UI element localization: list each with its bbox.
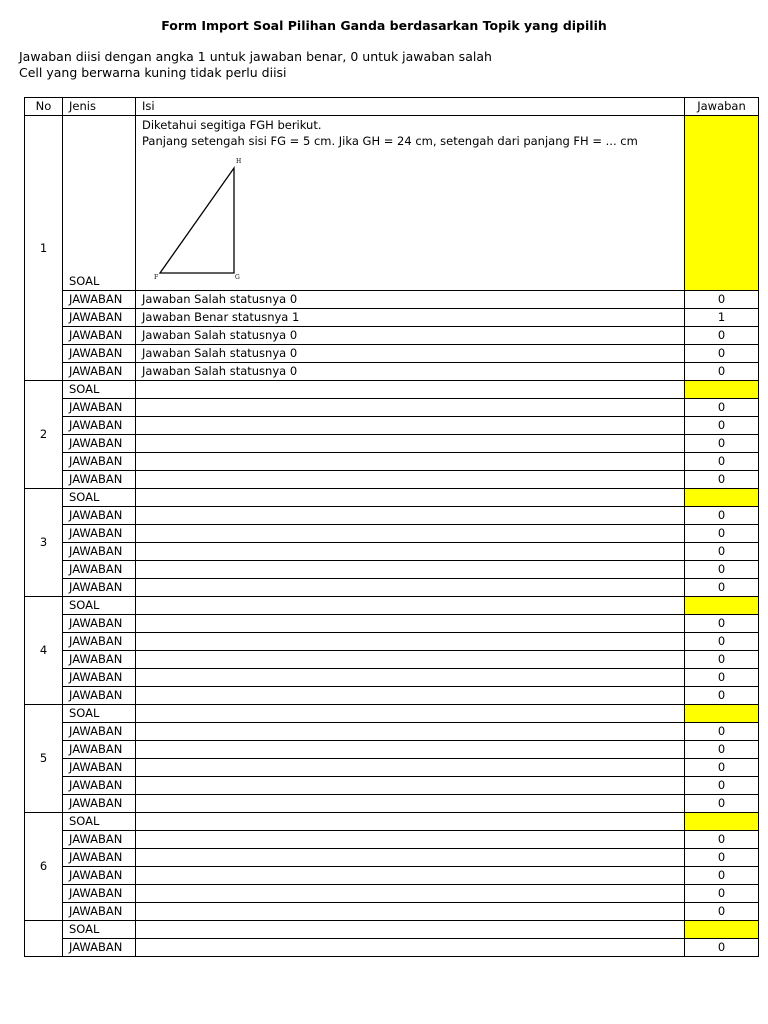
answer-status-value[interactable]: 0: [685, 633, 759, 651]
question-number: 1: [25, 116, 63, 381]
answer-row: [25, 777, 759, 795]
type-cell-jawaban: JAWABAN: [63, 345, 136, 363]
answer-row: [25, 363, 759, 381]
type-cell-jawaban: JAWABAN: [63, 327, 136, 345]
answer-key-cell-disabled: [685, 921, 759, 939]
type-cell-jawaban: JAWABAN: [63, 849, 136, 867]
answer-key-cell-disabled: [685, 813, 759, 831]
question-number: 4: [25, 597, 63, 705]
type-cell-jawaban: JAWABAN: [63, 453, 136, 471]
answer-row: [25, 543, 759, 561]
question-content-cell[interactable]: [136, 381, 685, 399]
answer-key-cell-disabled: [685, 705, 759, 723]
answer-option-text[interactable]: [136, 669, 685, 687]
type-cell-jawaban: JAWABAN: [63, 903, 136, 921]
question-import-table: [24, 97, 759, 957]
table-header-row: [25, 98, 759, 116]
answer-status-value[interactable]: 0: [685, 363, 759, 381]
question-number: 5: [25, 705, 63, 813]
answer-option-text[interactable]: [136, 939, 685, 957]
answer-option-text[interactable]: [136, 795, 685, 813]
answer-row: [25, 651, 759, 669]
type-cell-soal: SOAL: [63, 381, 136, 399]
answer-option-text[interactable]: [136, 651, 685, 669]
answer-row: [25, 867, 759, 885]
answer-option-text[interactable]: [136, 723, 685, 741]
answer-option-text[interactable]: Jawaban Salah statusnya 0: [136, 291, 685, 309]
answer-option-text[interactable]: [136, 903, 685, 921]
triangle-fgh-figure: [148, 155, 268, 290]
answer-row: [25, 723, 759, 741]
type-cell-jawaban: JAWABAN: [63, 435, 136, 453]
answer-row: [25, 399, 759, 417]
question-content-cell[interactable]: [136, 813, 685, 831]
triangle-outline: [160, 168, 234, 273]
type-cell-jawaban: JAWABAN: [63, 399, 136, 417]
answer-option-text[interactable]: [136, 615, 685, 633]
answer-status-value[interactable]: 0: [685, 687, 759, 705]
vertex-label-g: G: [235, 274, 240, 281]
answer-row: [25, 417, 759, 435]
type-cell-jawaban: JAWABAN: [63, 363, 136, 381]
type-cell-soal: SOAL: [63, 921, 136, 939]
answer-option-text[interactable]: [136, 507, 685, 525]
answer-row: [25, 687, 759, 705]
answer-option-text[interactable]: [136, 543, 685, 561]
answer-row: [25, 903, 759, 921]
question-row: [25, 813, 759, 831]
answer-option-text[interactable]: [136, 831, 685, 849]
question-content-cell[interactable]: [136, 705, 685, 723]
answer-row: [25, 309, 759, 327]
answer-option-text[interactable]: [136, 417, 685, 435]
type-cell-jawaban: JAWABAN: [63, 687, 136, 705]
answer-status-value[interactable]: 1: [685, 309, 759, 327]
answer-key-cell-disabled: [685, 381, 759, 399]
answer-option-text[interactable]: [136, 741, 685, 759]
answer-status-value[interactable]: 0: [685, 399, 759, 417]
answer-option-text[interactable]: [136, 579, 685, 597]
answer-option-text[interactable]: Jawaban Salah statusnya 0: [136, 327, 685, 345]
answer-status-value[interactable]: 0: [685, 849, 759, 867]
answer-row: [25, 435, 759, 453]
type-cell-jawaban: JAWABAN: [63, 633, 136, 651]
answer-status-value[interactable]: 0: [685, 741, 759, 759]
type-cell-jawaban: JAWABAN: [63, 651, 136, 669]
answer-status-value[interactable]: 0: [685, 939, 759, 957]
answer-option-text[interactable]: [136, 561, 685, 579]
answer-status-value[interactable]: 0: [685, 435, 759, 453]
type-cell-soal: SOAL: [63, 116, 136, 291]
answer-option-text[interactable]: [136, 453, 685, 471]
instruction-line-1: Jawaban diisi dengan angka 1 untuk jawaban benar, 0 untuk jawaban salah: [19, 49, 492, 64]
type-cell-jawaban: JAWABAN: [63, 543, 136, 561]
question-content-cell[interactable]: [136, 597, 685, 615]
type-cell-jawaban: JAWABAN: [63, 471, 136, 489]
answer-row: [25, 831, 759, 849]
answer-option-text[interactable]: [136, 885, 685, 903]
answer-option-text[interactable]: [136, 633, 685, 651]
type-cell-jawaban: JAWABAN: [63, 525, 136, 543]
type-cell-soal: SOAL: [63, 597, 136, 615]
answer-status-value[interactable]: 0: [685, 291, 759, 309]
answer-row: [25, 453, 759, 471]
answer-status-value[interactable]: 0: [685, 669, 759, 687]
answer-row: [25, 633, 759, 651]
answer-row: [25, 291, 759, 309]
question-text-line: Panjang setengah sisi FG = 5 cm. Jika GH = 24 cm, setengah dari panjang FH = ... cm: [142, 134, 638, 148]
answer-status-value[interactable]: 0: [685, 417, 759, 435]
type-cell-soal: SOAL: [63, 705, 136, 723]
type-cell-jawaban: JAWABAN: [63, 777, 136, 795]
answer-status-value[interactable]: 0: [685, 543, 759, 561]
answer-status-value[interactable]: 0: [685, 579, 759, 597]
answer-row: [25, 471, 759, 489]
type-cell-jawaban: JAWABAN: [63, 759, 136, 777]
type-cell-jawaban: JAWABAN: [63, 723, 136, 741]
type-cell-jawaban: JAWABAN: [63, 867, 136, 885]
answer-status-value[interactable]: 0: [685, 525, 759, 543]
answer-status-value[interactable]: 0: [685, 615, 759, 633]
question-row: [25, 381, 759, 399]
form-title: Form Import Soal Pilihan Ganda berdasarkan Topik yang dipilih: [161, 18, 607, 33]
answer-row: [25, 669, 759, 687]
type-cell-jawaban: JAWABAN: [63, 309, 136, 327]
question-row: [25, 489, 759, 507]
type-cell-jawaban: JAWABAN: [63, 741, 136, 759]
type-cell-jawaban: JAWABAN: [63, 561, 136, 579]
answer-row: [25, 561, 759, 579]
answer-status-value[interactable]: 0: [685, 453, 759, 471]
answer-option-text[interactable]: Jawaban Benar statusnya 1: [136, 309, 685, 327]
answer-status-value[interactable]: 0: [685, 903, 759, 921]
question-content-cell[interactable]: [136, 489, 685, 507]
answer-option-text[interactable]: [136, 849, 685, 867]
answer-status-value[interactable]: 0: [685, 723, 759, 741]
answer-row: [25, 579, 759, 597]
answer-status-value[interactable]: 0: [685, 471, 759, 489]
answer-option-text[interactable]: [136, 471, 685, 489]
answer-row: [25, 759, 759, 777]
type-cell-jawaban: JAWABAN: [63, 417, 136, 435]
answer-option-text[interactable]: [136, 399, 685, 417]
answer-option-text[interactable]: [136, 867, 685, 885]
answer-status-value[interactable]: 0: [685, 831, 759, 849]
question-text: [142, 116, 678, 149]
answer-option-text[interactable]: [136, 525, 685, 543]
vertex-label-h: H: [236, 158, 242, 165]
answer-option-text[interactable]: [136, 759, 685, 777]
answer-status-value[interactable]: 0: [685, 759, 759, 777]
header-jawaban: Jawaban: [685, 98, 759, 116]
type-cell-jawaban: JAWABAN: [63, 507, 136, 525]
answer-status-value[interactable]: 0: [685, 507, 759, 525]
answer-row: [25, 885, 759, 903]
header-isi: Isi: [136, 98, 685, 116]
question-row: [25, 705, 759, 723]
type-cell-jawaban: JAWABAN: [63, 579, 136, 597]
type-cell-jawaban: JAWABAN: [63, 615, 136, 633]
type-cell-jawaban: JAWABAN: [63, 885, 136, 903]
answer-option-text[interactable]: Jawaban Salah statusnya 0: [136, 345, 685, 363]
question-row: [25, 597, 759, 615]
answer-status-value[interactable]: 0: [685, 795, 759, 813]
question-row: [25, 921, 759, 939]
answer-key-cell-disabled: [685, 116, 759, 291]
answer-row: [25, 849, 759, 867]
type-cell-jawaban: JAWABAN: [63, 669, 136, 687]
answer-key-cell-disabled: [685, 489, 759, 507]
answer-status-value[interactable]: 0: [685, 345, 759, 363]
question-number: [25, 921, 63, 957]
header-jenis: Jenis: [63, 98, 136, 116]
answer-row: [25, 615, 759, 633]
answer-row: [25, 795, 759, 813]
answer-option-text[interactable]: Jawaban Salah statusnya 0: [136, 363, 685, 381]
answer-option-text[interactable]: [136, 687, 685, 705]
question-text-line: Diketahui segitiga FGH berikut.: [142, 118, 322, 132]
answer-status-value[interactable]: 0: [685, 561, 759, 579]
header-no: No: [25, 98, 63, 116]
vertex-label-f: F: [154, 274, 159, 281]
answer-option-text[interactable]: [136, 777, 685, 795]
answer-status-value[interactable]: 0: [685, 777, 759, 795]
type-cell-soal: SOAL: [63, 489, 136, 507]
instruction-line-2: Cell yang berwarna kuning tidak perlu diisi: [19, 65, 287, 80]
type-cell-jawaban: JAWABAN: [63, 795, 136, 813]
answer-status-value[interactable]: 0: [685, 327, 759, 345]
answer-status-value[interactable]: 0: [685, 651, 759, 669]
answer-row: [25, 525, 759, 543]
question-number: 3: [25, 489, 63, 597]
question-content-cell[interactable]: [136, 116, 685, 291]
type-cell-jawaban: JAWABAN: [63, 291, 136, 309]
answer-row: [25, 939, 759, 957]
question-row: [25, 116, 759, 291]
answer-status-value[interactable]: 0: [685, 867, 759, 885]
answer-row: [25, 345, 759, 363]
type-cell-jawaban: JAWABAN: [63, 831, 136, 849]
question-number: 2: [25, 381, 63, 489]
type-cell-jawaban: JAWABAN: [63, 939, 136, 957]
answer-row: [25, 507, 759, 525]
answer-key-cell-disabled: [685, 597, 759, 615]
answer-option-text[interactable]: [136, 435, 685, 453]
answer-status-value[interactable]: 0: [685, 885, 759, 903]
question-number: 6: [25, 813, 63, 921]
answer-row: [25, 327, 759, 345]
type-cell-soal: SOAL: [63, 813, 136, 831]
answer-row: [25, 741, 759, 759]
question-content-cell[interactable]: [136, 921, 685, 939]
